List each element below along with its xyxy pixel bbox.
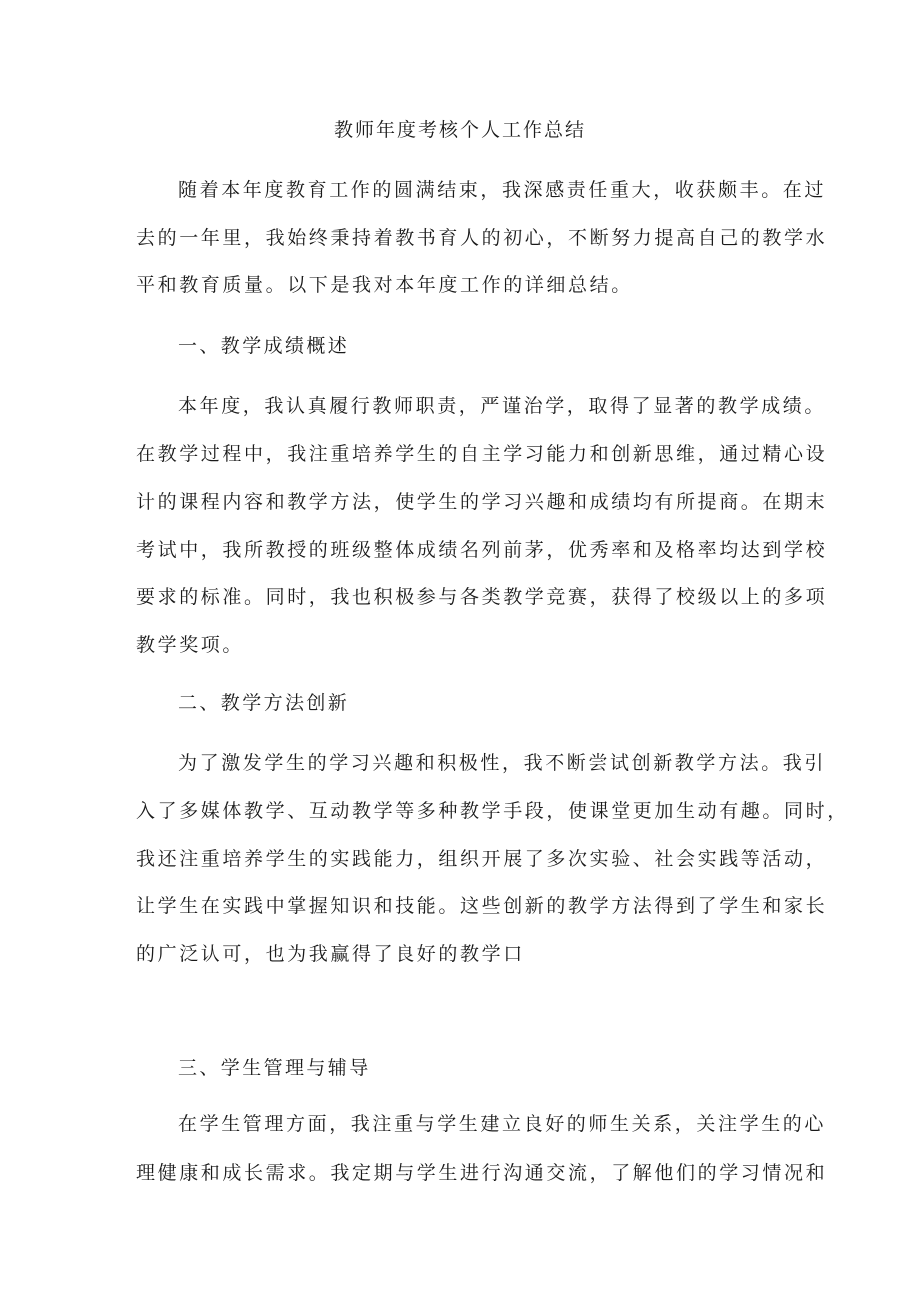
section-3-line: 在学生管理方面，我注重与学生建立良好的师生关系，关注学生的心 [178,1113,827,1135]
section-heading-3: 三、学生管理与辅导 [178,1057,371,1079]
section-2-line: 我还注重培养学生的实践能力，组织开展了多次实验、社会实践等活动， [136,848,828,870]
section-2-line: 入了多媒体教学、互动教学等多种教学手段，使课堂更加生动有趣。同时， [136,800,849,822]
section-2-line: 的广泛认可，也为我赢得了良好的教学口 [136,943,525,965]
section-heading-2: 二、教学方法创新 [178,692,350,714]
section-3-line: 理健康和成长需求。我定期与学生进行沟通交流，了解他们的学习情况和 [136,1162,828,1184]
section-2-line: 为了激发学生的学习兴趣和积极性，我不断尝试创新教学方法。我引 [178,752,827,774]
section-1-line: 要求的标准。同时，我也积极参与各类教学竞赛，获得了校级以上的多项 [136,586,828,608]
section-1-line: 教学奖项。 [136,634,245,656]
section-1-line: 在教学过程中，我注重培养学生的自主学习能力和创新思维，通过精心设 [136,443,828,465]
section-2-line: 让学生在实践中掌握知识和技能。这些创新的教学方法得到了学生和家长 [136,895,828,917]
section-1-line: 考试中，我所教授的班级整体成绩名列前茅，优秀率和及格率均达到学校 [136,539,828,561]
section-1-line: 本年度，我认真履行教师职责，严谨治学，取得了显著的教学成绩。 [178,395,827,417]
intro-line: 随着本年度教育工作的圆满结束，我深感责任重大，收获颇丰。在过 [178,179,827,201]
document-title: 教师年度考核个人工作总结 [333,119,586,141]
intro-line: 平和教育质量。以下是我对本年度工作的详细总结。 [136,274,633,296]
intro-line: 去的一年里，我始终秉持着教书育人的初心，不断努力提高自己的教学水 [136,227,828,249]
section-1-line: 计的课程内容和教学方法，使学生的学习兴趣和成绩均有所提商。在期末 [136,491,828,513]
section-heading-1: 一、教学成绩概述 [178,335,350,357]
